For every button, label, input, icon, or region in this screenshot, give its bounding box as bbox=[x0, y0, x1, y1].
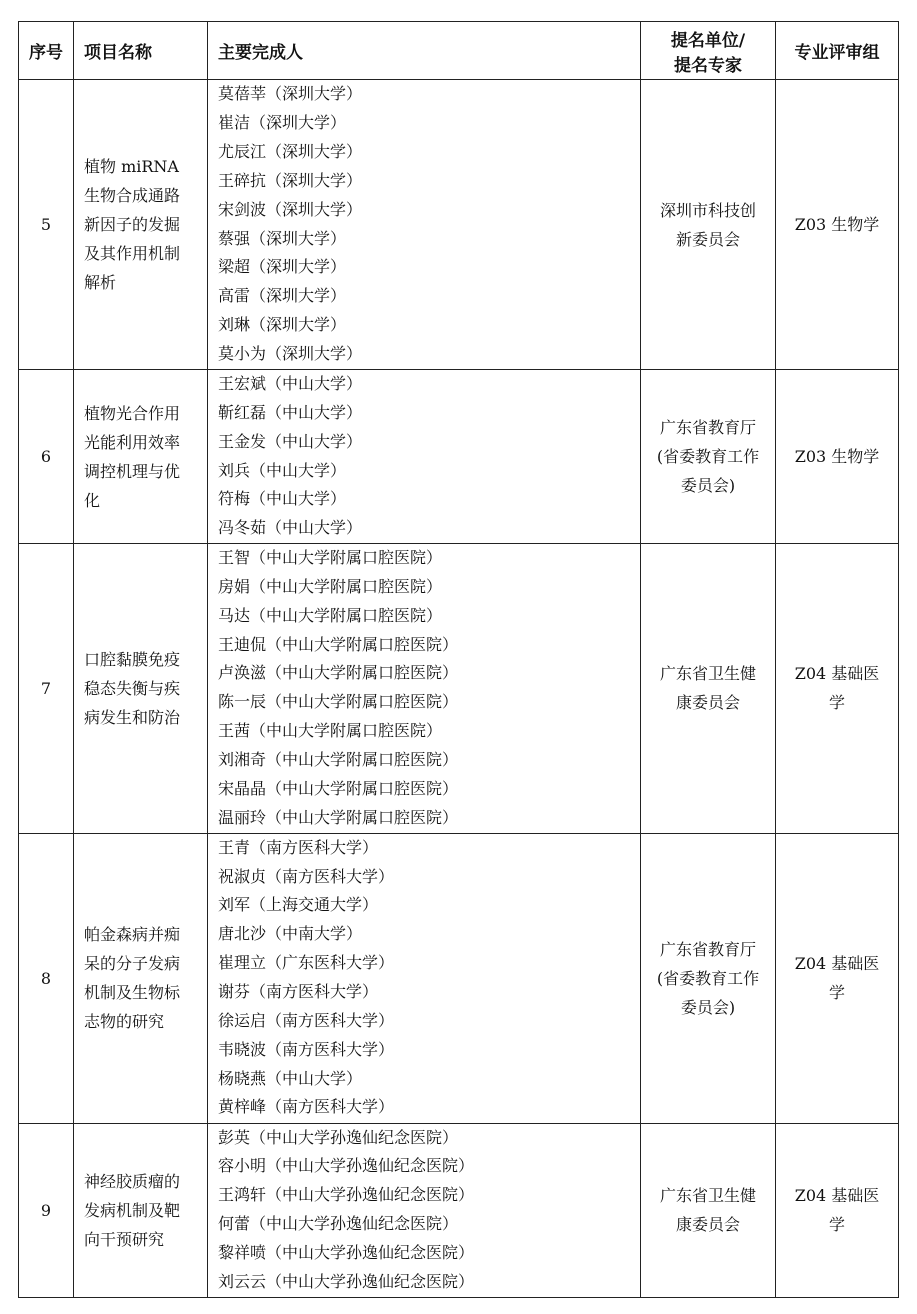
table-row bbox=[19, 80, 899, 370]
person-entry: 崔洁（深圳大学） bbox=[218, 113, 347, 133]
row-index: 7 bbox=[19, 544, 74, 833]
nominator-line: 康委员会 bbox=[675, 693, 740, 713]
person-entry: 马达（中山大学附属口腔医院） bbox=[218, 605, 443, 625]
person-entry: 蔡强（深圳大学） bbox=[218, 228, 347, 248]
person-entry: 祝淑贞（南方医科大学） bbox=[218, 866, 395, 886]
nominator-line: 康委员会 bbox=[675, 1215, 740, 1235]
person-entry: 尤辰江（深圳大学） bbox=[218, 141, 363, 161]
project-name-line: 神经胶质瘤的 bbox=[84, 1171, 181, 1191]
person-entry: 王鸿轩（中山大学孙逸仙纪念医院） bbox=[218, 1185, 475, 1205]
nominator-line: 广东省教育厅 bbox=[659, 939, 756, 959]
project-name-line: 稳态失衡与疾 bbox=[84, 678, 181, 698]
person-entry: 卢涣滋（中山大学附属口腔医院） bbox=[218, 663, 459, 683]
nominator-line: (省委教育工作 bbox=[656, 968, 760, 988]
project-name-line: 及其作用机制 bbox=[84, 244, 181, 263]
review-group bbox=[776, 833, 899, 1123]
review-group-line: 学 bbox=[828, 693, 845, 713]
person-entry: 陈一辰（中山大学附属口腔医院） bbox=[218, 692, 459, 712]
table-row bbox=[19, 370, 899, 544]
person-entry: 符梅（中山大学） bbox=[218, 489, 347, 509]
nominator-line: (省委教育工作 bbox=[656, 447, 760, 467]
review-group-line: Z04 基础医 bbox=[794, 954, 880, 973]
person-entry: 房娟（中山大学附属口腔医院） bbox=[218, 576, 443, 596]
project-name-line: 发病机制及靶 bbox=[84, 1200, 181, 1220]
nominator bbox=[641, 80, 776, 370]
project-name-line: 化 bbox=[84, 490, 101, 510]
review-group-line: 学 bbox=[828, 983, 845, 1002]
people-list bbox=[208, 544, 641, 833]
person-entry: 韦晓波（南方医科大学） bbox=[218, 1039, 395, 1059]
person-entry: 王金发（中山大学） bbox=[218, 431, 363, 451]
header-project: 项目名称 bbox=[74, 22, 208, 80]
review-group-line: 学 bbox=[828, 1215, 845, 1235]
review-group-line: Z03 生物学 bbox=[794, 447, 880, 467]
review-group bbox=[776, 80, 899, 370]
project-name-line: 植物 miRNA bbox=[84, 157, 179, 176]
nominator-line: 委员会) bbox=[680, 997, 736, 1017]
project-name-line: 植物光合作用 bbox=[84, 403, 181, 423]
nominator-line: 深圳市科技创 bbox=[659, 200, 756, 220]
person-entry: 杨晓燕（中山大学） bbox=[218, 1068, 363, 1088]
people-list bbox=[208, 833, 641, 1123]
review-group-line: Z04 基础医 bbox=[794, 1186, 880, 1206]
person-entry: 刘琳（深圳大学） bbox=[218, 315, 347, 335]
project-name-line: 口腔黏膜免疫 bbox=[84, 649, 181, 669]
person-entry: 冯冬茹（中山大学） bbox=[218, 518, 363, 538]
table-body bbox=[19, 80, 899, 1298]
header-group: 专业评审组 bbox=[776, 22, 899, 80]
header-nominator bbox=[641, 22, 776, 80]
person-entry: 王智（中山大学附属口腔医院） bbox=[218, 548, 443, 568]
table-row bbox=[19, 833, 899, 1123]
header-row bbox=[19, 22, 899, 80]
nominator bbox=[641, 544, 776, 833]
person-entry: 黄梓峰（南方医科大学） bbox=[218, 1097, 395, 1117]
person-entry: 崔理立（广东医科大学） bbox=[218, 953, 395, 973]
row-index: 5 bbox=[19, 80, 74, 370]
project-name bbox=[74, 370, 208, 544]
person-entry: 王茜（中山大学附属口腔医院） bbox=[218, 721, 443, 741]
project-name bbox=[74, 1123, 208, 1297]
nominator-line: 委员会) bbox=[680, 476, 736, 496]
table-row bbox=[19, 544, 899, 833]
review-group bbox=[776, 370, 899, 544]
person-entry: 彭英（中山大学孙逸仙纪念医院） bbox=[218, 1127, 459, 1147]
person-entry: 何蕾（中山大学孙逸仙纪念医院） bbox=[218, 1214, 459, 1234]
project-name bbox=[74, 833, 208, 1123]
project-name-line: 呆的分子发病 bbox=[84, 954, 181, 973]
header-index: 序号 bbox=[19, 22, 74, 80]
person-entry: 宋晶晶（中山大学附属口腔医院） bbox=[218, 778, 459, 798]
project-name-line: 帕金森病并痴 bbox=[84, 925, 181, 944]
people-list bbox=[208, 1123, 641, 1297]
person-entry: 宋剑波（深圳大学） bbox=[218, 199, 363, 219]
nominator-line: 广东省教育厅 bbox=[659, 418, 756, 438]
person-entry: 刘军（上海交通大学） bbox=[218, 895, 379, 915]
person-entry: 容小明（中山大学孙逸仙纪念医院） bbox=[218, 1156, 475, 1176]
people-list bbox=[208, 370, 641, 544]
project-name-line: 机制及生物标 bbox=[84, 983, 181, 1002]
person-entry: 王青（南方医科大学） bbox=[218, 837, 379, 857]
nominator-line: 广东省卫生健 bbox=[659, 664, 756, 684]
people-list bbox=[208, 80, 641, 370]
person-entry: 谢芬（南方医科大学） bbox=[218, 982, 379, 1001]
row-index: 6 bbox=[19, 370, 74, 544]
person-entry: 黎祥喷（中山大学孙逸仙纪念医院） bbox=[218, 1242, 475, 1262]
project-name-line: 病发生和防治 bbox=[84, 707, 181, 727]
project-name-line: 生物合成通路 bbox=[84, 186, 181, 205]
person-entry: 刘兵（中山大学） bbox=[218, 460, 347, 480]
review-group-line: Z04 基础医 bbox=[794, 664, 880, 684]
person-entry: 刘湘奇（中山大学附属口腔医院） bbox=[218, 749, 459, 769]
person-entry: 徐运启（南方医科大学） bbox=[218, 1010, 395, 1030]
review-group bbox=[776, 1123, 899, 1297]
review-group bbox=[776, 544, 899, 833]
review-group-line: Z03 生物学 bbox=[794, 215, 880, 234]
header-people: 主要完成人 bbox=[208, 22, 641, 80]
project-name-line: 调控机理与优 bbox=[84, 461, 181, 481]
person-entry: 王迪侃（中山大学附属口腔医院） bbox=[218, 634, 459, 654]
project-name bbox=[74, 544, 208, 833]
nominator bbox=[641, 1123, 776, 1297]
nominator bbox=[641, 833, 776, 1123]
person-entry: 温丽玲（中山大学附属口腔医院） bbox=[218, 807, 459, 827]
project-name-line: 向干预研究 bbox=[84, 1229, 165, 1249]
nominator-line: 新委员会 bbox=[675, 229, 740, 249]
person-entry: 刘云云（中山大学孙逸仙纪念医院） bbox=[218, 1271, 475, 1291]
table-row bbox=[19, 1123, 899, 1297]
person-entry: 高雷（深圳大学） bbox=[218, 286, 347, 306]
person-entry: 王宏斌（中山大学） bbox=[218, 374, 363, 393]
project-name-line: 解析 bbox=[84, 273, 117, 292]
project-name-line: 光能利用效率 bbox=[84, 432, 181, 452]
person-entry: 王碎抗（深圳大学） bbox=[218, 170, 363, 190]
person-entry: 莫小为（深圳大学） bbox=[218, 343, 363, 363]
nominator-line: 广东省卫生健 bbox=[659, 1186, 756, 1206]
person-entry: 靳红磊（中山大学） bbox=[218, 402, 363, 422]
person-entry: 莫蓓莘（深圳大学） bbox=[218, 84, 363, 104]
project-name-line: 新因子的发掘 bbox=[84, 215, 181, 234]
awards-table bbox=[18, 21, 899, 1298]
person-entry: 梁超（深圳大学） bbox=[218, 257, 347, 277]
nominator bbox=[641, 370, 776, 544]
row-index: 9 bbox=[19, 1123, 74, 1297]
person-entry: 唐北沙（中南大学） bbox=[218, 924, 363, 944]
project-name bbox=[74, 80, 208, 370]
header-nominator-line-1: 提名单位/ bbox=[670, 30, 746, 51]
row-index: 8 bbox=[19, 833, 74, 1123]
project-name-line: 志物的研究 bbox=[84, 1012, 165, 1031]
header-nominator-line-2: 提名专家 bbox=[674, 55, 742, 76]
